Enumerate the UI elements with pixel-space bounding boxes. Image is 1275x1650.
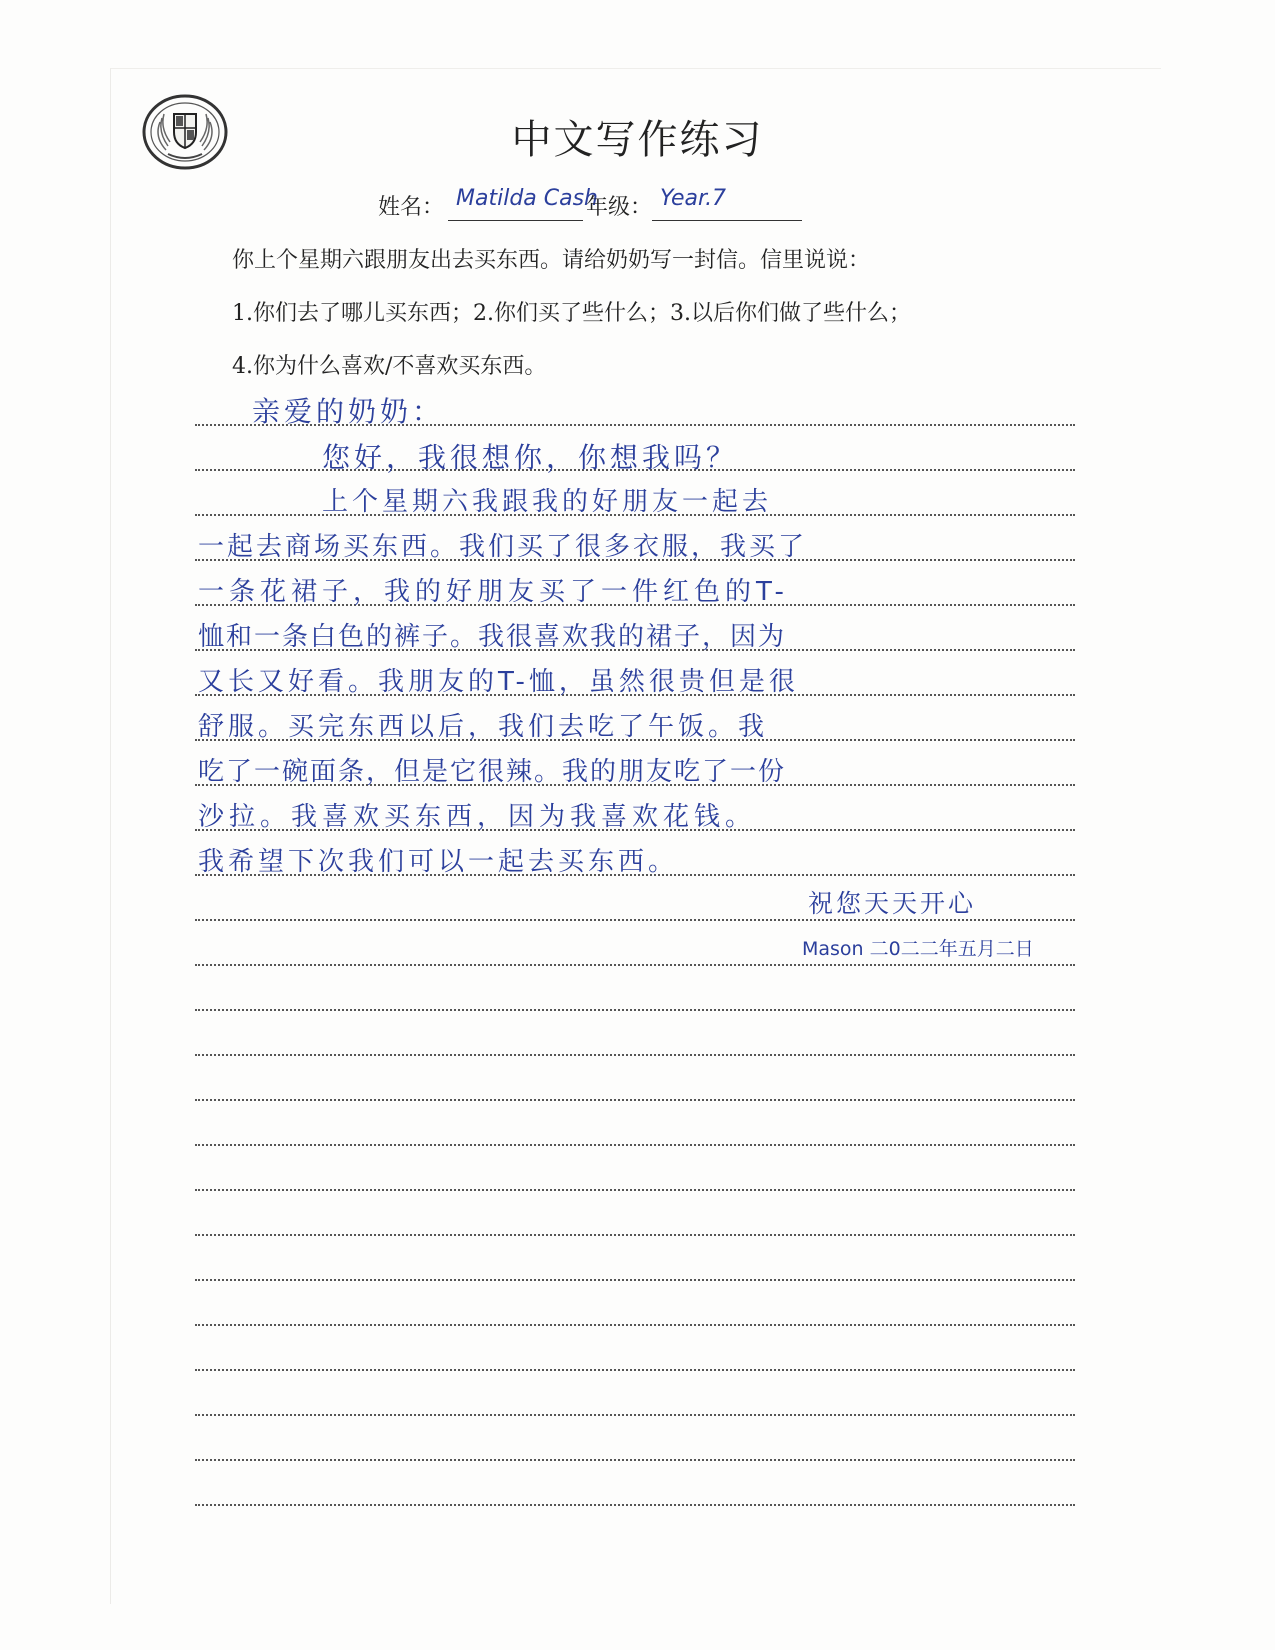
letter-line: 上个星期六我跟我的好朋友一起去	[322, 487, 773, 517]
writing-line	[195, 1504, 1075, 1506]
letter-greeting: 亲爱的奶奶：	[252, 395, 445, 428]
writing-line	[195, 1414, 1075, 1416]
writing-line	[195, 1099, 1075, 1101]
letter-line: 吃了一碗面条，但是它很辣。我的朋友吃了一份	[198, 757, 787, 787]
letter-signature: Mason 二0二二年五月二日	[802, 938, 1034, 960]
grade-value: Year.7	[660, 186, 727, 211]
letter-line: 一起去商场买东西。我们买了很多衣服，我买了	[198, 532, 808, 562]
letter-line: 舒服。买完东西以后，我们去吃了午饭。我	[198, 712, 769, 742]
letter-line: 您好，我很想你，你想我吗？	[322, 441, 739, 474]
grade-underline	[652, 220, 802, 221]
name-value: Matilda Cash	[456, 186, 599, 211]
grade-label: 年级：	[586, 195, 653, 220]
letter-closing: 祝您天天开心	[808, 889, 977, 918]
writing-line	[195, 1459, 1075, 1461]
writing-line	[195, 1189, 1075, 1191]
writing-line	[195, 964, 1075, 966]
page-title: 中文写作练习	[511, 117, 764, 163]
prompt-instruction: 你上个星期六跟朋友出去买东西。请给奶奶写一封信。信里说说：	[232, 248, 871, 273]
writing-line	[195, 1054, 1075, 1056]
writing-line	[195, 1369, 1075, 1371]
letter-line: 恤和一条白色的裤子。我很喜欢我的裙子，因为	[198, 622, 787, 652]
writing-line	[195, 1279, 1075, 1281]
name-label: 姓名：	[378, 195, 445, 220]
writing-line	[195, 1234, 1075, 1236]
letter-line: 又长又好看。我朋友的T-恤，虽然很贵但是很	[198, 667, 799, 697]
letter-line: 沙拉。我喜欢买东西，因为我喜欢花钱。	[198, 802, 757, 832]
name-underline	[448, 220, 583, 221]
letter-line: 一条花裙子，我的好朋友买了一件红色的T-	[198, 577, 789, 607]
prompt-point-4: 4.你为什么喜欢/不喜欢买东西。	[232, 354, 547, 379]
writing-line	[195, 1144, 1075, 1146]
prompt-points-1-3: 1.你们去了哪儿买东西；2.你们买了些什么；3.以后你们做了些什么；	[232, 301, 911, 326]
letter-line: 我希望下次我们可以一起去买东西。	[198, 847, 679, 877]
writing-line	[195, 1324, 1075, 1326]
writing-line	[195, 1009, 1075, 1011]
